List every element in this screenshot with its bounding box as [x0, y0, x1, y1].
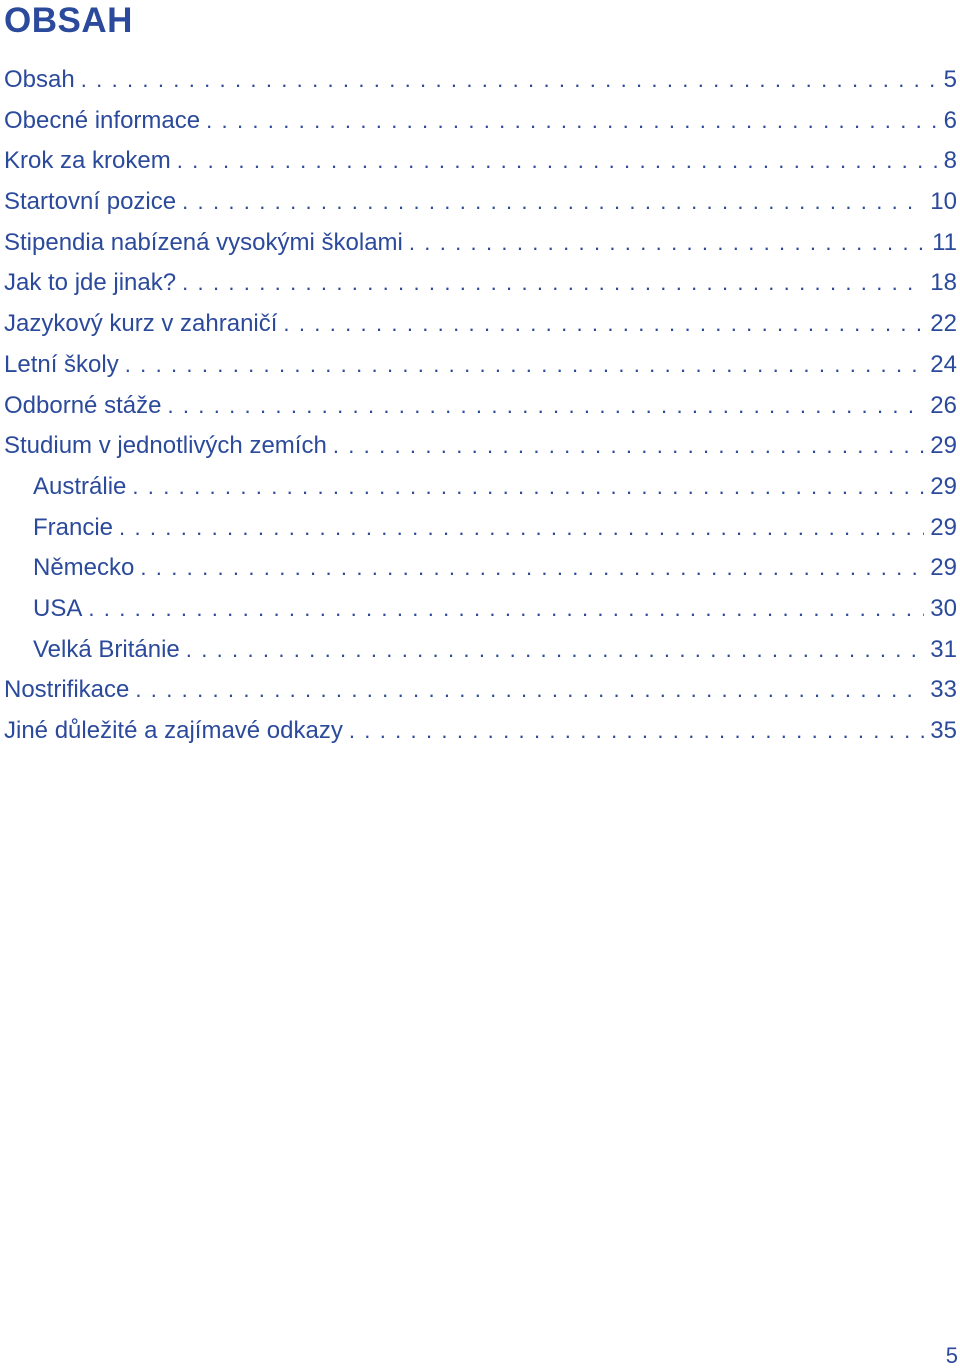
- toc-dot-leader: [283, 304, 924, 345]
- toc-dot-leader: [135, 670, 924, 711]
- toc-entry[interactable]: [4, 345, 957, 386]
- toc-entry-label: Jazykový kurz v zahraničí: [4, 310, 278, 338]
- toc-entry-page: 29: [930, 472, 957, 500]
- toc-entry-page: 31: [930, 635, 957, 663]
- toc-dot-leader: [140, 548, 924, 589]
- toc-entry-label: Odborné stáže: [4, 391, 162, 419]
- toc-entry-label: Austrálie: [33, 472, 127, 500]
- toc-entry-label: Jiné důležité a zajímavé odkazy: [4, 717, 343, 744]
- toc-entry-page: 33: [930, 676, 957, 704]
- toc-entry[interactable]: [4, 711, 957, 752]
- toc-entry-page: 30: [930, 594, 957, 622]
- toc-subentry[interactable]: [4, 630, 957, 671]
- toc-entry-page: 29: [930, 432, 957, 460]
- toc-subentry[interactable]: [4, 589, 957, 630]
- toc-entry-page: 29: [930, 513, 957, 541]
- toc-entry[interactable]: [4, 101, 957, 142]
- toc-entry[interactable]: [4, 182, 957, 223]
- toc-dot-leader: [409, 223, 926, 264]
- toc-entry-page: 10: [930, 188, 957, 216]
- page-number: 5: [945, 1343, 958, 1368]
- table-of-contents: [4, 60, 957, 752]
- toc-entry-label: Startovní pozice: [4, 188, 177, 216]
- toc-subentry[interactable]: [4, 467, 957, 508]
- toc-entry-page: 24: [930, 350, 957, 378]
- toc-dot-leader: [349, 711, 924, 752]
- toc-dot-leader: [132, 467, 924, 508]
- toc-entry-label: Stipendia nabízená vysokými školami: [4, 228, 403, 256]
- toc-dot-leader: [333, 426, 924, 467]
- toc-dot-leader: [125, 345, 925, 386]
- toc-entry-page: 35: [930, 717, 957, 744]
- toc-entry[interactable]: [4, 304, 957, 345]
- toc-entry[interactable]: [4, 670, 957, 711]
- toc-entry-label: USA: [33, 594, 83, 622]
- toc-entry[interactable]: [4, 141, 957, 182]
- toc-dot-leader: [182, 263, 924, 304]
- toc-dot-leader: [88, 589, 924, 630]
- toc-entry-label: Letní školy: [4, 350, 119, 378]
- toc-entry-label: Německo: [33, 554, 135, 582]
- toc-entry[interactable]: [4, 426, 957, 467]
- toc-subentry[interactable]: [4, 548, 957, 589]
- toc-subentry[interactable]: [4, 508, 957, 549]
- toc-entry-page: 8: [943, 147, 957, 175]
- toc-dot-leader: [177, 141, 938, 182]
- toc-dot-leader: [81, 60, 938, 101]
- toc-entry-label: Nostrifikace: [4, 676, 130, 704]
- toc-entry-page: 11: [932, 228, 957, 256]
- toc-dot-leader: [206, 101, 938, 142]
- toc-entry-page: 6: [943, 106, 957, 134]
- toc-entry[interactable]: [4, 60, 957, 101]
- toc-entry-label: Obsah: [4, 66, 75, 93]
- toc-entry[interactable]: [4, 223, 957, 264]
- toc-entry-label: Velká Británie: [33, 635, 180, 663]
- toc-dot-leader: [182, 182, 924, 223]
- toc-entry-page: 26: [930, 391, 957, 419]
- page-title: OBSAH: [4, 1, 133, 40]
- toc-entry-page: 22: [930, 310, 957, 338]
- toc-entry-page: 29: [930, 554, 957, 582]
- toc-entry-page: 5: [943, 66, 957, 93]
- toc-dot-leader: [167, 386, 924, 427]
- toc-entry-label: Jak to jde jinak?: [4, 269, 177, 297]
- toc-entry-page: 18: [930, 269, 957, 297]
- toc-entry-label: Obecné informace: [4, 106, 201, 134]
- toc-entry-label: Studium v jednotlivých zemích: [4, 432, 327, 460]
- toc-entry-label: Krok za krokem: [4, 147, 171, 175]
- toc-dot-leader: [186, 630, 925, 671]
- toc-entry-label: Francie: [33, 513, 114, 541]
- toc-dot-leader: [119, 508, 924, 549]
- toc-entry[interactable]: [4, 263, 957, 304]
- toc-entry[interactable]: [4, 386, 957, 427]
